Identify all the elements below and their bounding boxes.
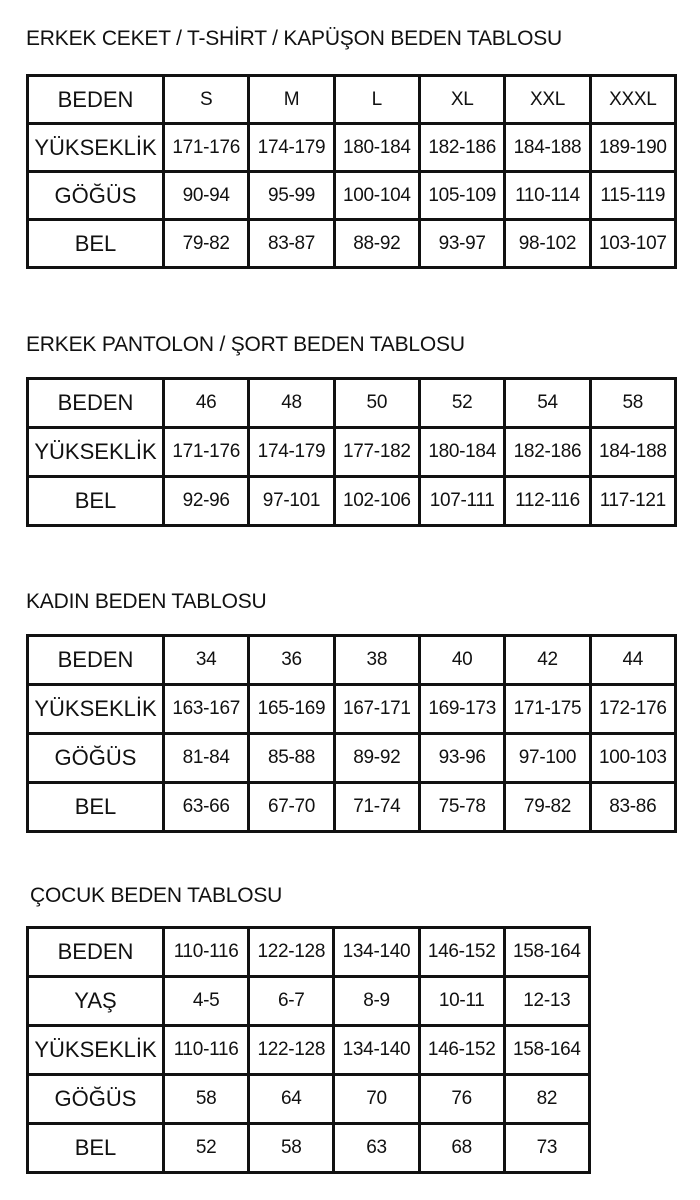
- size-table-kids: [26, 926, 591, 1174]
- row-label: BEL: [28, 783, 164, 832]
- table-cell: 180-184: [334, 124, 419, 172]
- table-cell: 4-5: [164, 977, 249, 1026]
- table-cell: 93-97: [419, 220, 504, 268]
- table-cell: 163-167: [164, 685, 249, 734]
- section-title-men-jacket: ERKEK CEKET / T-SHİRT / KAPÜŞON BEDEN TABLOSU: [26, 27, 562, 50]
- table-cell: 110-114: [505, 172, 590, 220]
- table-cell: 146-152: [419, 928, 504, 977]
- table-cell: 110-116: [164, 928, 249, 977]
- table-cell: XXL: [505, 76, 590, 124]
- table-cell: M: [249, 76, 334, 124]
- table-cell: 117-121: [590, 477, 675, 526]
- table-cell: 97-101: [249, 477, 334, 526]
- row-label: YÜKSEKLİK: [28, 685, 164, 734]
- table-cell: 52: [164, 1124, 249, 1173]
- table-cell: S: [164, 76, 249, 124]
- table-cell: 46: [164, 379, 249, 428]
- table-cell: 44: [590, 636, 675, 685]
- table-row: [28, 428, 676, 477]
- table-cell: 10-11: [419, 977, 504, 1026]
- table-cell: 167-171: [334, 685, 419, 734]
- table-row: [28, 172, 676, 220]
- table-cell: 89-92: [334, 734, 419, 783]
- table-cell: 50: [334, 379, 419, 428]
- table-row: [28, 685, 676, 734]
- table-cell: 63: [334, 1124, 419, 1173]
- section-title-women: KADIN BEDEN TABLOSU: [26, 590, 267, 613]
- table-cell: 48: [249, 379, 334, 428]
- table-cell: 73: [504, 1124, 589, 1173]
- table-cell: 58: [164, 1075, 249, 1124]
- row-label: BEDEN: [28, 379, 164, 428]
- table-cell: 75-78: [419, 783, 504, 832]
- table-cell: 58: [590, 379, 675, 428]
- table-cell: 174-179: [249, 124, 334, 172]
- table-cell: 67-70: [249, 783, 334, 832]
- table-row: [28, 379, 676, 428]
- table-cell: 174-179: [249, 428, 334, 477]
- row-label: YÜKSEKLİK: [28, 124, 164, 172]
- table-cell: 146-152: [419, 1026, 504, 1075]
- table-cell: 34: [164, 636, 249, 685]
- table-cell: L: [334, 76, 419, 124]
- table-cell: 105-109: [419, 172, 504, 220]
- table-cell: 12-13: [504, 977, 589, 1026]
- row-label: BEDEN: [28, 928, 164, 977]
- table-row: [28, 1075, 590, 1124]
- table-cell: 42: [505, 636, 590, 685]
- table-cell: 88-92: [334, 220, 419, 268]
- section-title-kids: ÇOCUK BEDEN TABLOSU: [30, 884, 283, 907]
- row-label: GÖĞÜS: [28, 734, 164, 783]
- table-row: [28, 783, 676, 832]
- table-cell: 122-128: [249, 928, 334, 977]
- table-cell: 180-184: [419, 428, 504, 477]
- table-cell: 8-9: [334, 977, 419, 1026]
- table-cell: 90-94: [164, 172, 249, 220]
- table-cell: 38: [334, 636, 419, 685]
- table-cell: 64: [249, 1075, 334, 1124]
- table-cell: 182-186: [419, 124, 504, 172]
- row-label: YÜKSEKLİK: [28, 1026, 164, 1075]
- table-cell: 40: [419, 636, 504, 685]
- table-cell: 110-116: [164, 1026, 249, 1075]
- row-label: BEDEN: [28, 636, 164, 685]
- table-cell: 81-84: [164, 734, 249, 783]
- table-row: [28, 477, 676, 526]
- table-cell: 85-88: [249, 734, 334, 783]
- table-cell: 134-140: [334, 928, 419, 977]
- size-table-men-trousers: [26, 377, 677, 527]
- table-cell: 83-87: [249, 220, 334, 268]
- table-cell: 169-173: [419, 685, 504, 734]
- table-cell: 134-140: [334, 1026, 419, 1075]
- table-cell: 171-175: [505, 685, 590, 734]
- table-cell: 93-96: [419, 734, 504, 783]
- row-label: GÖĞÜS: [28, 1075, 164, 1124]
- row-label: BEL: [28, 477, 164, 526]
- table-cell: 92-96: [164, 477, 249, 526]
- table-cell: 54: [505, 379, 590, 428]
- table-cell: 100-103: [590, 734, 675, 783]
- table-cell: 82: [504, 1075, 589, 1124]
- table-cell: 36: [249, 636, 334, 685]
- table-cell: 171-176: [164, 428, 249, 477]
- table-cell: 171-176: [164, 124, 249, 172]
- table-row: [28, 636, 676, 685]
- table-cell: 158-164: [504, 928, 589, 977]
- table-cell: 79-82: [164, 220, 249, 268]
- table-cell: 184-188: [590, 428, 675, 477]
- row-label: BEL: [28, 220, 164, 268]
- table-cell: 177-182: [334, 428, 419, 477]
- table-row: [28, 1026, 590, 1075]
- table-cell: 97-100: [505, 734, 590, 783]
- table-cell: 184-188: [505, 124, 590, 172]
- table-cell: 182-186: [505, 428, 590, 477]
- size-table-men-jacket: [26, 74, 677, 269]
- table-cell: 52: [419, 379, 504, 428]
- table-cell: 100-104: [334, 172, 419, 220]
- size-table-women: [26, 634, 677, 833]
- table-row: [28, 734, 676, 783]
- table-cell: 165-169: [249, 685, 334, 734]
- section-title-men-trousers: ERKEK PANTOLON / ŞORT BEDEN TABLOSU: [26, 333, 465, 356]
- table-row: [28, 124, 676, 172]
- row-label: BEDEN: [28, 76, 164, 124]
- row-label: GÖĞÜS: [28, 172, 164, 220]
- table-cell: 79-82: [505, 783, 590, 832]
- table-row: [28, 977, 590, 1026]
- table-cell: 115-119: [590, 172, 675, 220]
- table-cell: 158-164: [504, 1026, 589, 1075]
- table-row: [28, 76, 676, 124]
- table-cell: 112-116: [505, 477, 590, 526]
- table-cell: 107-111: [419, 477, 504, 526]
- table-row: [28, 1124, 590, 1173]
- table-cell: 58: [249, 1124, 334, 1173]
- table-row: [28, 220, 676, 268]
- table-cell: 103-107: [590, 220, 675, 268]
- table-cell: 76: [419, 1075, 504, 1124]
- table-cell: 102-106: [334, 477, 419, 526]
- row-label: BEL: [28, 1124, 164, 1173]
- table-cell: 122-128: [249, 1026, 334, 1075]
- table-cell: 68: [419, 1124, 504, 1173]
- table-cell: 172-176: [590, 685, 675, 734]
- table-row: [28, 928, 590, 977]
- table-cell: 98-102: [505, 220, 590, 268]
- table-cell: 83-86: [590, 783, 675, 832]
- table-cell: 71-74: [334, 783, 419, 832]
- row-label: YÜKSEKLİK: [28, 428, 164, 477]
- table-cell: 63-66: [164, 783, 249, 832]
- table-cell: XL: [419, 76, 504, 124]
- row-label: YAŞ: [28, 977, 164, 1026]
- table-cell: 189-190: [590, 124, 675, 172]
- table-cell: XXXL: [590, 76, 675, 124]
- table-cell: 70: [334, 1075, 419, 1124]
- table-cell: 6-7: [249, 977, 334, 1026]
- table-cell: 95-99: [249, 172, 334, 220]
